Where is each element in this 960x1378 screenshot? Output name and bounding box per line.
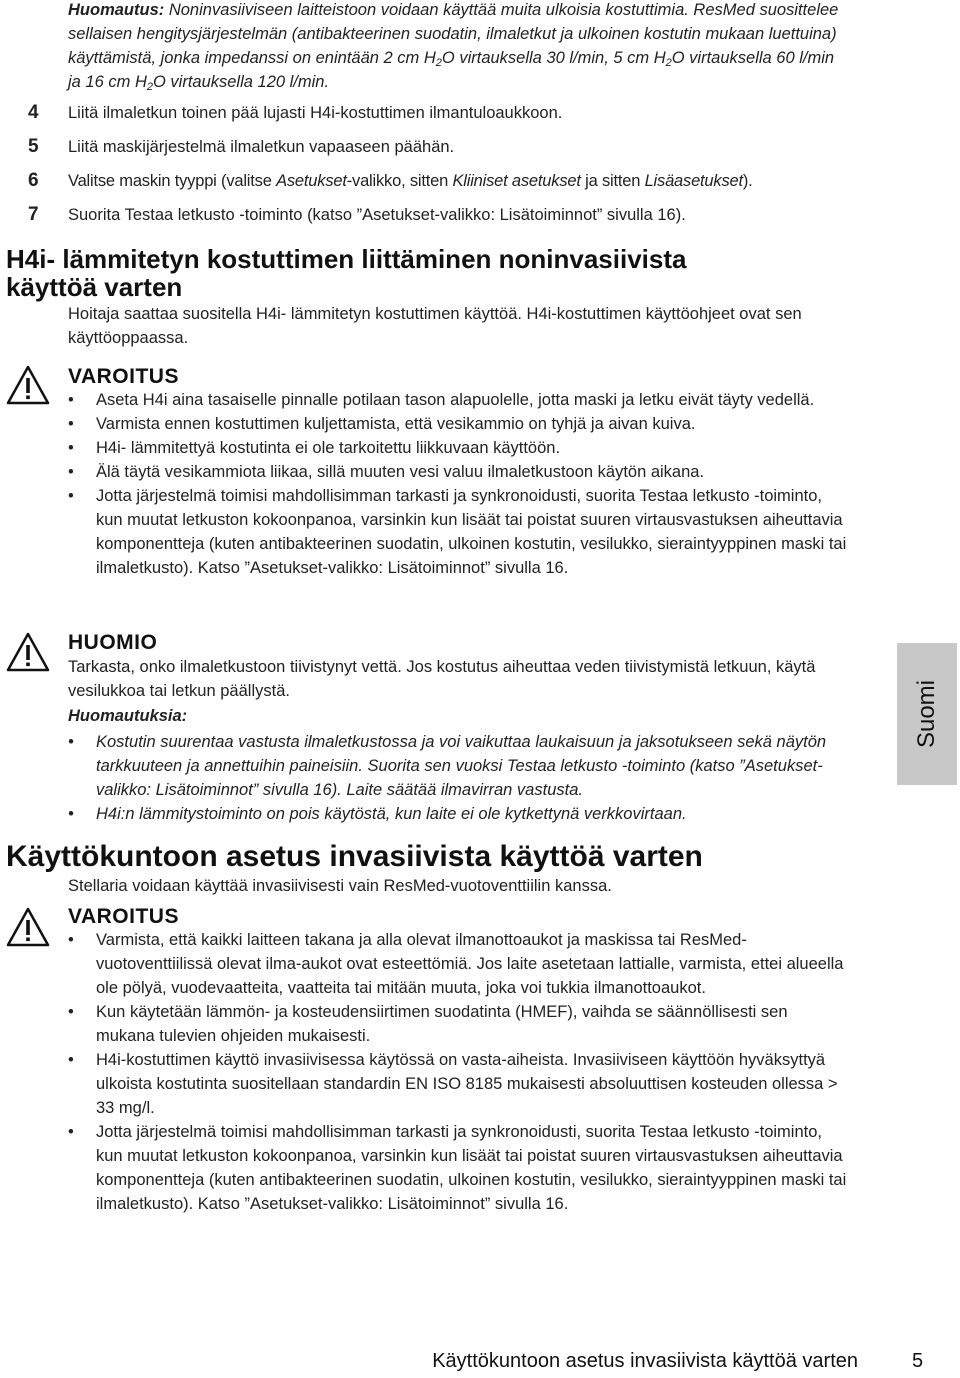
note-text: O virtauksella 60 l/min ja 16 cm H	[68, 49, 835, 91]
page-number: 5	[912, 1350, 924, 1372]
warning-title: VAROITUS	[68, 365, 179, 388]
caution-title: HUOMIO	[68, 631, 158, 654]
subscript: 2	[435, 57, 442, 69]
step-number: 7	[28, 204, 39, 225]
language-tab-label: Suomi	[913, 679, 940, 749]
list-item: • Aseta H4i aina tasaiselle pinnalle potilaan tason alapuolelle, jotta maski ja letku eivät täyty vedellä.	[68, 388, 848, 412]
step-text: ).	[742, 172, 753, 190]
note-label: Huomautus:	[68, 1, 165, 19]
step-7	[28, 203, 928, 227]
note-text: Noninvasiiviseen laitteistoon voidaan käyttää muita ulkoisia kostuttimia. ResMed suosittelee sellaisen hengitysjärjestelmän (antibakteerinen suodatin, ilmaletkut ja ulkoinen kostutin mukaan luettuina) käyttämistä, jonka impedanssi on enintään 2 cm H	[68, 1, 839, 67]
notes-label: Huomautuksia:	[68, 707, 188, 725]
warning-title: VAROITUS	[68, 905, 179, 928]
caution-triangle-icon	[6, 632, 50, 672]
list-item: • Jotta järjestelmä toimisi mahdollisimman tarkasti ja synkronoidusti, suorita Testaa letkusto -toiminto, kun muutat letkuston kokoonpanoa, varsinkin kun lisäät tai poistat suuren virtausvastuksen aiheuttavia komponentteja (kuten antibakteerinen suodatin, ulkoinen kostutin, vesilukko, sieraintyyppinen maski tai ilmaletkusto). Katso ”Asetukset-valikko: Lisätoiminnot” sivulla 16.	[68, 1120, 848, 1216]
warning-triangle-icon	[6, 907, 50, 947]
subscript: 2	[665, 57, 672, 69]
menu-name: Lisäasetukset	[644, 172, 743, 190]
step-text: Liitä ilmaletkun toinen pää lujasti H4i-kostuttimen ilmantuloaukkoon.	[68, 104, 563, 122]
step-number: 6	[28, 170, 39, 191]
list-item: • Älä täytä vesikammiota liikaa, sillä muuten vesi valuu ilmaletkustoon käytön aikana.	[68, 460, 848, 484]
step-5	[28, 135, 928, 159]
section1-intro: Hoitaja saattaa suositella H4i- lämmitetyn kostuttimen käyttöä. H4i-kostuttimen käyttöohjeet ovat sen käyttöoppaassa.	[68, 305, 802, 347]
caution-text: Tarkasta, onko ilmaletkustoon tiivistynyt vettä. Jos kostutus aiheuttaa veden tiivistymistä letkuun, käytä vesilukkoa tai letkun päällystä.	[68, 658, 816, 700]
step-text: Valitse maskin tyyppi (valitse	[68, 172, 277, 190]
section2-intro: Stellaria voidaan käyttää invasiivisesti vain ResMed-vuotoventtiilin kanssa.	[68, 877, 612, 895]
notes-list	[68, 730, 848, 826]
step-number: 5	[28, 136, 39, 157]
footer-title: Käyttökuntoon asetus invasiivista käyttöä varten	[432, 1350, 858, 1372]
step-text: Liitä maskijärjestelmä ilmaletkun vapaaseen päähän.	[68, 138, 455, 156]
menu-name: Kliiniset asetukset	[452, 172, 581, 190]
list-item: • Varmista ennen kostuttimen kuljettamista, että vesikammio on tyhjä ja aivan kuiva.	[68, 412, 848, 436]
list-item: • H4i-kostuttimen käyttö invasiivisessa käytössä on vasta-aiheista. Invasiiviseen käyttöön hyväksyttyä ulkoista kostutinta suositellaan standardin EN ISO 8185 mukaisesti absoluuttisen kosteuden ollessa > 33 mg/l.	[68, 1048, 848, 1120]
list-item: • Jotta järjestelmä toimisi mahdollisimman tarkasti ja synkronoidusti, suorita Testaa letkusto -toiminto, kun muutat letkuston kokoonpanoa, varsinkin kun lisäät tai poistat suuren virtausvastuksen aiheuttavia komponentteja (kuten antibakteerinen suodatin, ulkoinen kostutin, vesilukko, sieraintyyppinen maski tai ilmaletkusto). Katso ”Asetukset-valikko: Lisätoiminnot” sivulla 16.	[68, 484, 848, 580]
list-item: • H4i:n lämmitystoiminto on pois käytöstä, kun laite ei ole kytkettynä verkkovirtaan.	[68, 802, 848, 826]
subscript: 2	[146, 81, 153, 93]
step-number: 4	[28, 102, 39, 123]
list-item: • Kostutin suurentaa vastusta ilmaletkustossa ja voi vaikuttaa laukaisuun ja jaksotukseen sekä näytön tarkkuuteen ja annettuihin paineisiin. Suorita sen vuoksi Testaa letkusto -toiminto (katso ”Asetukset-valikko: Lisätoiminnot” sivulla 16). Laite säätää ilmavirran vastusta.	[68, 730, 848, 802]
list-item: • H4i- lämmitettyä kostutinta ei ole tarkoitettu liikkuvaan käyttöön.	[68, 436, 848, 460]
list-item: • Varmista, että kaikki laitteen takana ja alla olevat ilmanottoaukot ja maskissa tai ResMed-vuotoventtiilissä olevat ilma-aukot ovat esteettömiä. Jos laite asetetaan lattialle, varmista, ettei alueella ole pölyä, vuodevaatteita, vaatteita tai mitään muuta, joka voi tukkia ilmanottoaukot.	[68, 928, 848, 1000]
note-paragraph	[68, 0, 848, 94]
step-6	[28, 169, 928, 193]
step-text: -valikko, sitten	[346, 172, 453, 190]
language-tab	[897, 643, 957, 785]
note-text: O virtauksella 120 l/min.	[152, 73, 330, 91]
section-heading-invasive: Käyttökuntoon asetus invasiivista käyttöä varten	[6, 840, 703, 873]
warning-triangle-icon	[6, 365, 50, 405]
warning-list	[68, 388, 848, 580]
note-text: O virtauksella 30 l/min, 5 cm H	[441, 49, 666, 67]
section-heading-h4i	[6, 245, 686, 301]
step-text: Suorita Testaa letkusto -toiminto (katso ”Asetukset-valikko: Lisätoiminnot” sivulla 16).	[68, 206, 686, 224]
menu-name: Asetukset	[276, 172, 347, 190]
heading-line: H4i- lämmitetyn kostuttimen liittäminen noninvasiivista	[6, 244, 687, 274]
step-text: ja sitten	[580, 172, 645, 190]
heading-line: käyttöä varten	[6, 272, 183, 302]
list-item: • Kun käytetään lämmön- ja kosteudensiirtimen suodatinta (HMEF), vaihda se säännöllisesti sen mukana tulevien ohjeiden mukaisesti.	[68, 1000, 848, 1048]
warning-list	[68, 928, 848, 1216]
step-4	[28, 101, 928, 125]
